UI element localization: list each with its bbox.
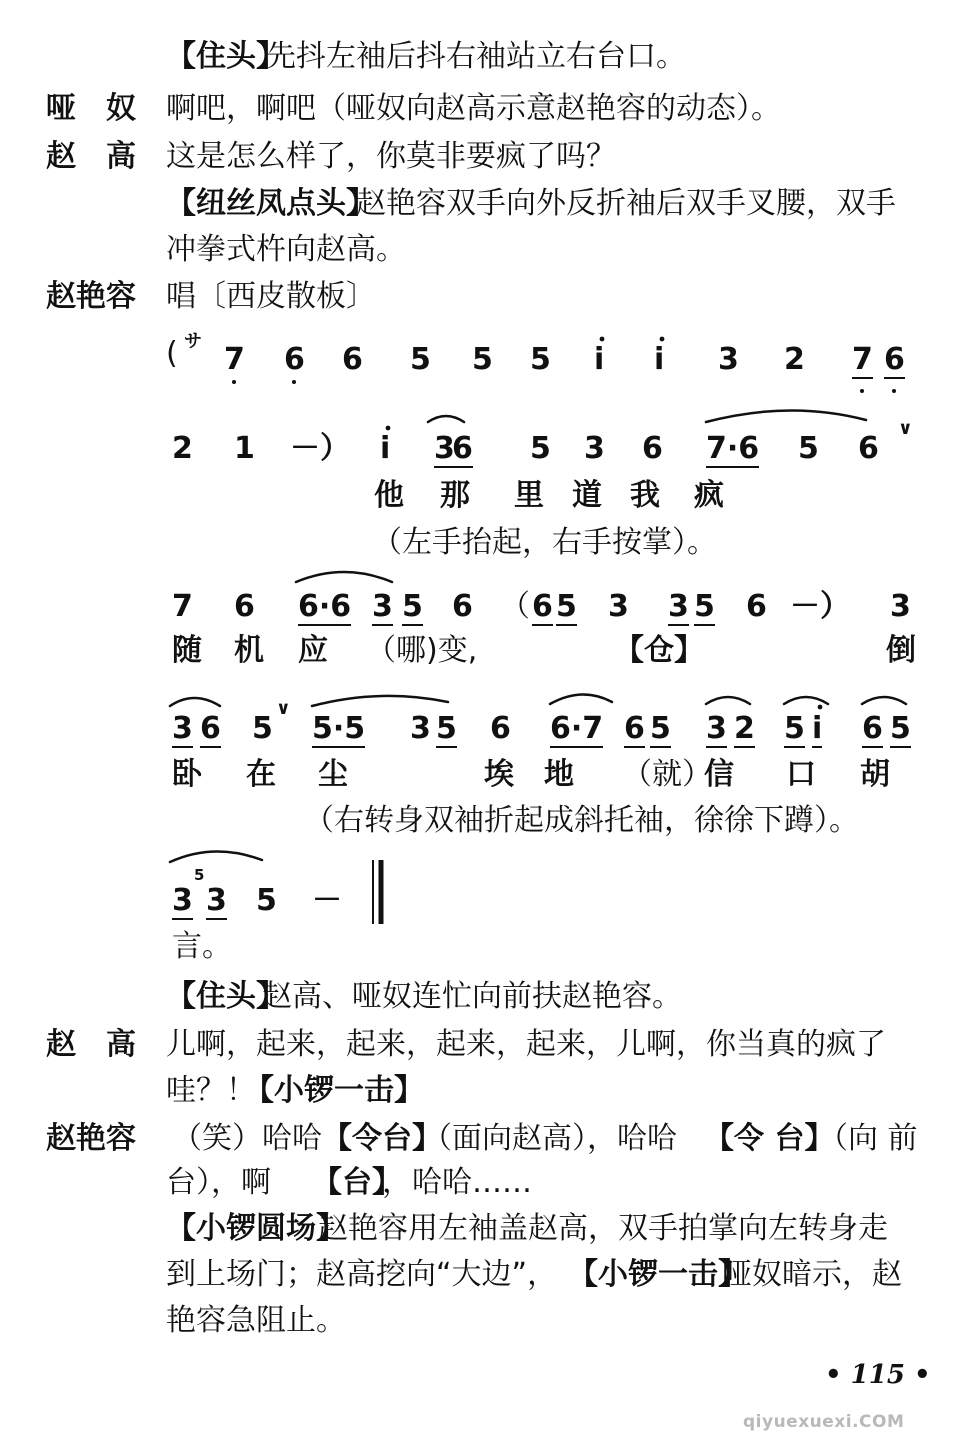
score-note: 3: [584, 431, 605, 466]
score-row: [0, 589, 960, 626]
lyric: 卧: [172, 757, 202, 792]
score-note: 6: [642, 431, 663, 466]
score-note: 5: [472, 342, 493, 377]
slur: [706, 697, 750, 704]
score-note: 6: [490, 711, 511, 746]
score-note: 3: [410, 711, 431, 746]
score-row: [0, 418, 960, 468]
lyric: 疯: [694, 478, 724, 513]
breath-mark: ∨: [898, 418, 913, 439]
score-note: －）: [790, 589, 850, 624]
score-note: 1: [234, 431, 255, 466]
slur: [312, 696, 448, 706]
score-note: i: [380, 431, 391, 466]
lyric: 道: [572, 478, 602, 513]
lyric: 他: [374, 478, 404, 513]
slur: [862, 697, 906, 704]
dialogue-line: 哇？！: [166, 1073, 256, 1108]
stage-direction: 哑奴暗示，赵: [722, 1257, 902, 1292]
lyric: 信: [704, 757, 734, 792]
score-note: 2: [784, 342, 805, 377]
score-note: i: [594, 342, 605, 377]
stage-direction: 到上场门；赵高挖向“大边”，: [166, 1257, 558, 1292]
score-note: 5: [252, 711, 273, 746]
role-name: 赵 高: [46, 139, 136, 174]
slur: [428, 416, 464, 422]
lyric: 里: [514, 478, 544, 513]
stage-cue: 【纽丝凤点头】: [166, 186, 376, 221]
singing-mode: 唱〔西皮散板〕: [166, 279, 376, 314]
score-note: 3: [718, 342, 739, 377]
lyric: 言。: [172, 929, 232, 964]
dialogue-line: ，哈哈……: [382, 1165, 532, 1200]
lyric: （哪)变,: [366, 633, 478, 668]
lyric: 应: [298, 633, 328, 668]
lyric: 地: [544, 757, 574, 792]
lyric: 我: [630, 478, 660, 513]
stage-direction: （左手抬起，右手按掌）。: [372, 525, 717, 560]
stage-direction: 冲拳式杵向赵高。: [166, 232, 406, 267]
lyric: 尘: [318, 757, 348, 792]
watermark: qiyuexuexi.COM: [743, 1412, 905, 1432]
stage-direction: 赵高、哑奴连忙向前扶赵艳容。: [262, 979, 682, 1014]
score-row: [0, 698, 960, 748]
stage-cue: 【小锣圆场】: [166, 1211, 346, 1246]
score-note: 5: [530, 342, 551, 377]
score-note: 5: [256, 883, 277, 918]
score-note: 6: [532, 589, 553, 624]
dialogue-line: （向 前: [818, 1121, 918, 1156]
score-note: 7: [172, 589, 193, 624]
percussion-cue: 【令台】: [322, 1121, 442, 1156]
score-note: 3: [706, 711, 727, 746]
score-note: 3: [372, 589, 393, 624]
score-note: 6: [200, 711, 221, 746]
score-note: 5: [436, 711, 457, 746]
score-note: i: [812, 711, 823, 746]
score-note: 7: [224, 342, 245, 377]
stage-direction: （右转身双袖折起成斜托袖，徐徐下蹲）。: [304, 803, 859, 838]
dialogue-line: 这是怎么样了，你莫非要疯了吗？: [166, 139, 616, 174]
score-note: （: [500, 589, 530, 624]
score-note: 3: [172, 711, 193, 746]
percussion-cue: 【台】: [312, 1165, 402, 1200]
role-name: 赵艳容: [46, 1121, 136, 1156]
role-name: 赵 高: [46, 1027, 136, 1062]
dialogue-line: 啊吧，啊吧（哑奴向赵高示意赵艳容的动态）。: [166, 91, 781, 126]
score-note: 6: [858, 431, 879, 466]
score-note: 6: [284, 342, 305, 377]
score-note: 6: [746, 589, 767, 624]
score-note: 5: [530, 431, 551, 466]
percussion-cue: 【小锣一击】: [244, 1073, 424, 1108]
score-note: 5·5: [312, 711, 366, 746]
stage-direction: 先抖左袖后抖右袖站立右台口。: [266, 39, 686, 74]
grace-note: 5: [194, 866, 205, 884]
slur: [784, 697, 828, 704]
slur: [550, 694, 612, 704]
score-note: 3: [890, 589, 911, 624]
octave-dot: [818, 705, 823, 710]
score-note: 5: [650, 711, 671, 746]
score-note: 5: [556, 589, 577, 624]
score-note: 5: [890, 711, 911, 746]
dialogue-line: 儿啊，起来，起来，起来，起来，儿啊，你当真的疯了: [166, 1027, 886, 1062]
tempo-mark: サ: [184, 331, 202, 352]
score-note: 3: [608, 589, 629, 624]
score-note: 2: [734, 711, 755, 746]
octave-dot: [386, 426, 391, 431]
octave-dot: [660, 337, 665, 342]
octave-dot: [600, 337, 605, 342]
score-note: 3: [434, 431, 455, 466]
percussion-cue: 【小锣一击】: [568, 1257, 748, 1292]
role-name: 哑 奴: [46, 91, 136, 126]
lyric: 机: [234, 633, 264, 668]
lyric: 口: [786, 757, 816, 792]
lyric: 倒: [886, 633, 916, 668]
score-row: [0, 331, 960, 379]
lyric: 随: [172, 633, 202, 668]
percussion-cue: 【令 台】: [704, 1121, 835, 1156]
score-note: 6: [624, 711, 645, 746]
lyric: 胡: [860, 757, 890, 792]
slur: [296, 572, 392, 582]
score-note: 6·7: [550, 711, 604, 746]
slur: [170, 851, 262, 862]
score-note: 5: [402, 589, 423, 624]
stage-cue: 【住头】: [166, 979, 286, 1014]
score-note: 6: [342, 342, 363, 377]
lyric: 在: [246, 757, 276, 792]
lyric: 那: [440, 478, 470, 513]
score-note: 5: [784, 711, 805, 746]
score-note: 2: [172, 431, 193, 466]
score-note: －）: [290, 431, 350, 466]
score-note: i: [654, 342, 665, 377]
score-note: 5: [410, 342, 431, 377]
score-note: 6: [452, 431, 473, 466]
breath-mark: ∨: [276, 698, 291, 719]
score-note: 3: [172, 883, 193, 918]
dialogue-line: （面向赵高），哈哈: [422, 1121, 677, 1156]
score-note: (: [166, 336, 178, 371]
score-note: 6: [862, 711, 883, 746]
stage-cue: 【住头】: [166, 39, 286, 74]
slur: [706, 410, 866, 422]
score-note: 6: [452, 589, 473, 624]
percussion-cue: 【仓】: [614, 633, 704, 668]
score-note: －: [312, 883, 342, 918]
lyric: （就）: [622, 757, 712, 792]
dialogue-line: （笑）哈哈: [172, 1121, 322, 1156]
score-note: 6: [884, 342, 905, 377]
score-note: 3: [206, 883, 227, 918]
score-note: 6: [234, 589, 255, 624]
score-note: 5: [694, 589, 715, 624]
stage-direction: 艳容急阻止。: [166, 1303, 346, 1338]
page-number: • 115 •: [825, 1360, 931, 1390]
stage-direction: 赵艳容双手向外反折袖后双手叉腰，双手: [356, 186, 896, 221]
score-note: 7: [852, 342, 873, 377]
dialogue-line: 台），啊: [166, 1165, 271, 1200]
score-note: 3: [668, 589, 689, 624]
stage-direction: 赵艳容用左袖盖赵高，双手拍掌向左转身走: [318, 1211, 888, 1246]
score-row: [0, 866, 960, 920]
lyric: 埃: [484, 757, 514, 792]
role-name: 赵艳容: [46, 279, 136, 314]
score-note: 6·6: [298, 589, 352, 624]
score-note: 5: [798, 431, 819, 466]
slur: [170, 698, 220, 706]
score-note: 7·6: [706, 431, 760, 466]
